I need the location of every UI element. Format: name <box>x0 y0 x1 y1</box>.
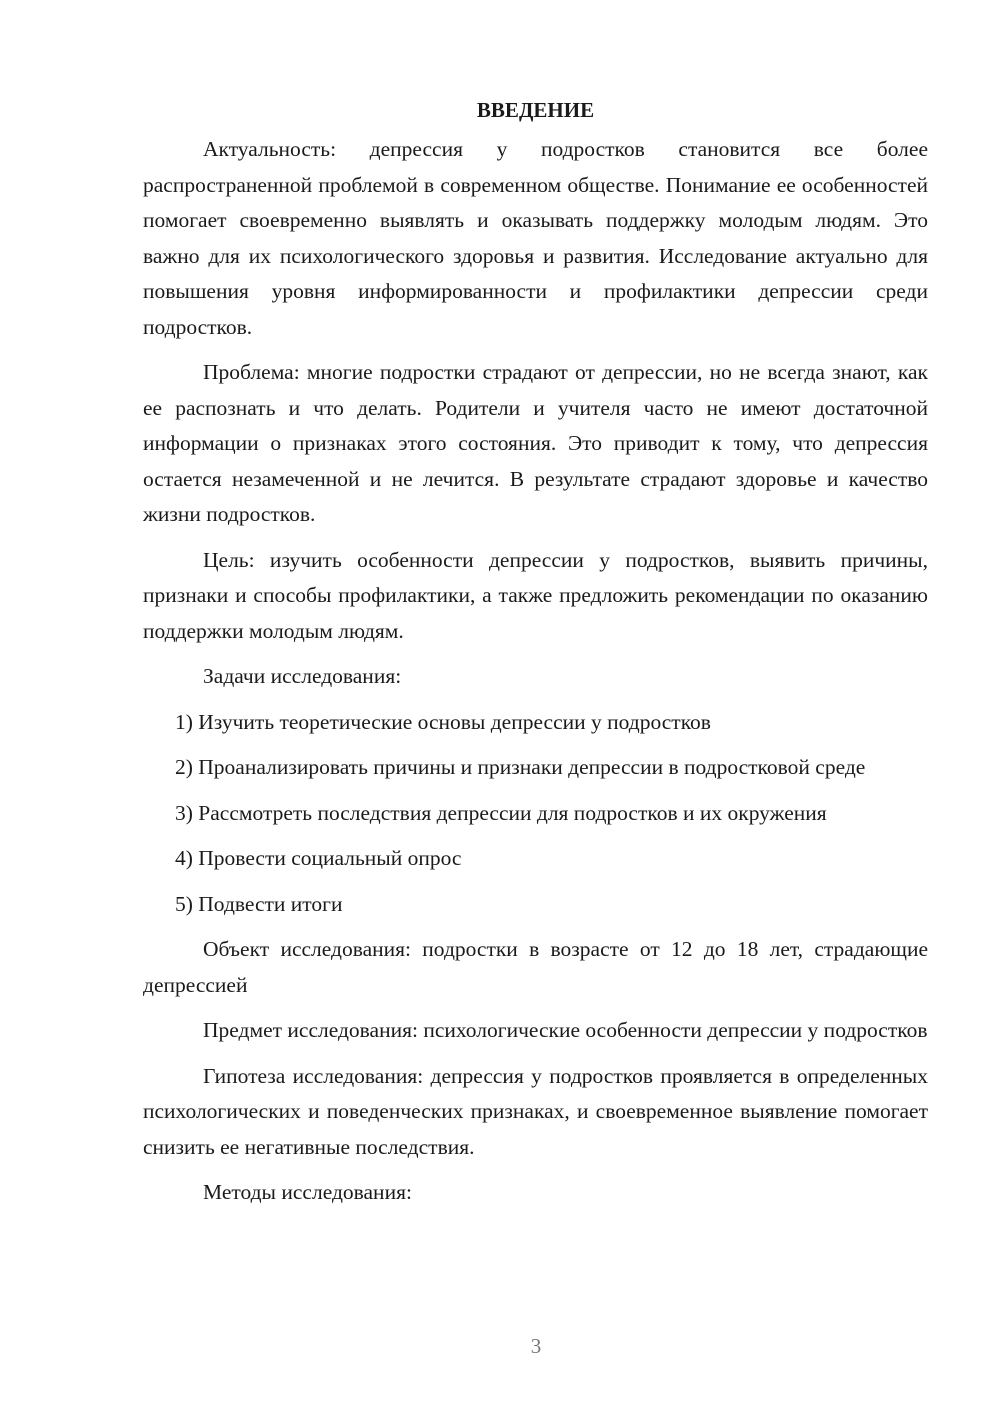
task-item: 1) Изучить теоретические основы депрессии у подростков <box>175 709 711 734</box>
task-item: 3) Рассмотреть последствия депрессии для подростков и их окружения <box>175 800 827 825</box>
methods-heading: Методы исследования: <box>203 1180 412 1204</box>
subject-paragraph: Предмет исследования: психологические особенности депрессии у подростков <box>203 1018 928 1042</box>
relevance-paragraph: Актуальность: депрессия у подростков становится все более распространенной проблемой в современном обществе. Понимание ее особенностей помогает своевременно выявлять и оказывать поддержку молодым людям. Это важно для их психологического здоровья и развития. Исследование актуально для повышения уровня информированности и профилактики депрессии среди подростков. <box>143 137 928 339</box>
tasks-heading: Задачи исследования: <box>203 664 402 688</box>
task-item: 4) Провести социальный опрос <box>175 846 462 870</box>
section-heading: ВВЕДЕНИЕ <box>476 98 595 122</box>
document-page <box>143 96 928 1221</box>
object-paragraph: Объект исследования: подростки в возрасте от 12 до 18 лет, страдающие депрессией <box>143 937 928 997</box>
page-number: 3 <box>530 1334 542 1358</box>
tasks-list <box>143 705 928 923</box>
goal-paragraph: Цель: изучить особенности депрессии у подростков, выявить причины, признаки и способы профилактики, а также предложить рекомендации по оказанию поддержки молодым людям. <box>143 547 928 643</box>
task-item: 2) Проанализировать причины и признаки депрессии в подростковой среде <box>175 755 866 779</box>
problem-paragraph: Проблема: многие подростки страдают от депрессии, но не всегда знают, как ее распознать и что делать. Родители и учителя часто не имеют достаточной информации о признаках этого состояния. Это приводит к тому, что депрессия остается незамеченной и не лечится. В результате страдают здоровье и качество жизни подростков. <box>143 360 928 526</box>
task-item: 5) Подвести итоги <box>175 891 343 916</box>
hypothesis-paragraph: Гипотеза исследования: депрессия у подростков проявляется в определенных психологических и поведенческих признаках, и своевременное выявление помогает снизить ее негативные последствия. <box>143 1063 928 1159</box>
